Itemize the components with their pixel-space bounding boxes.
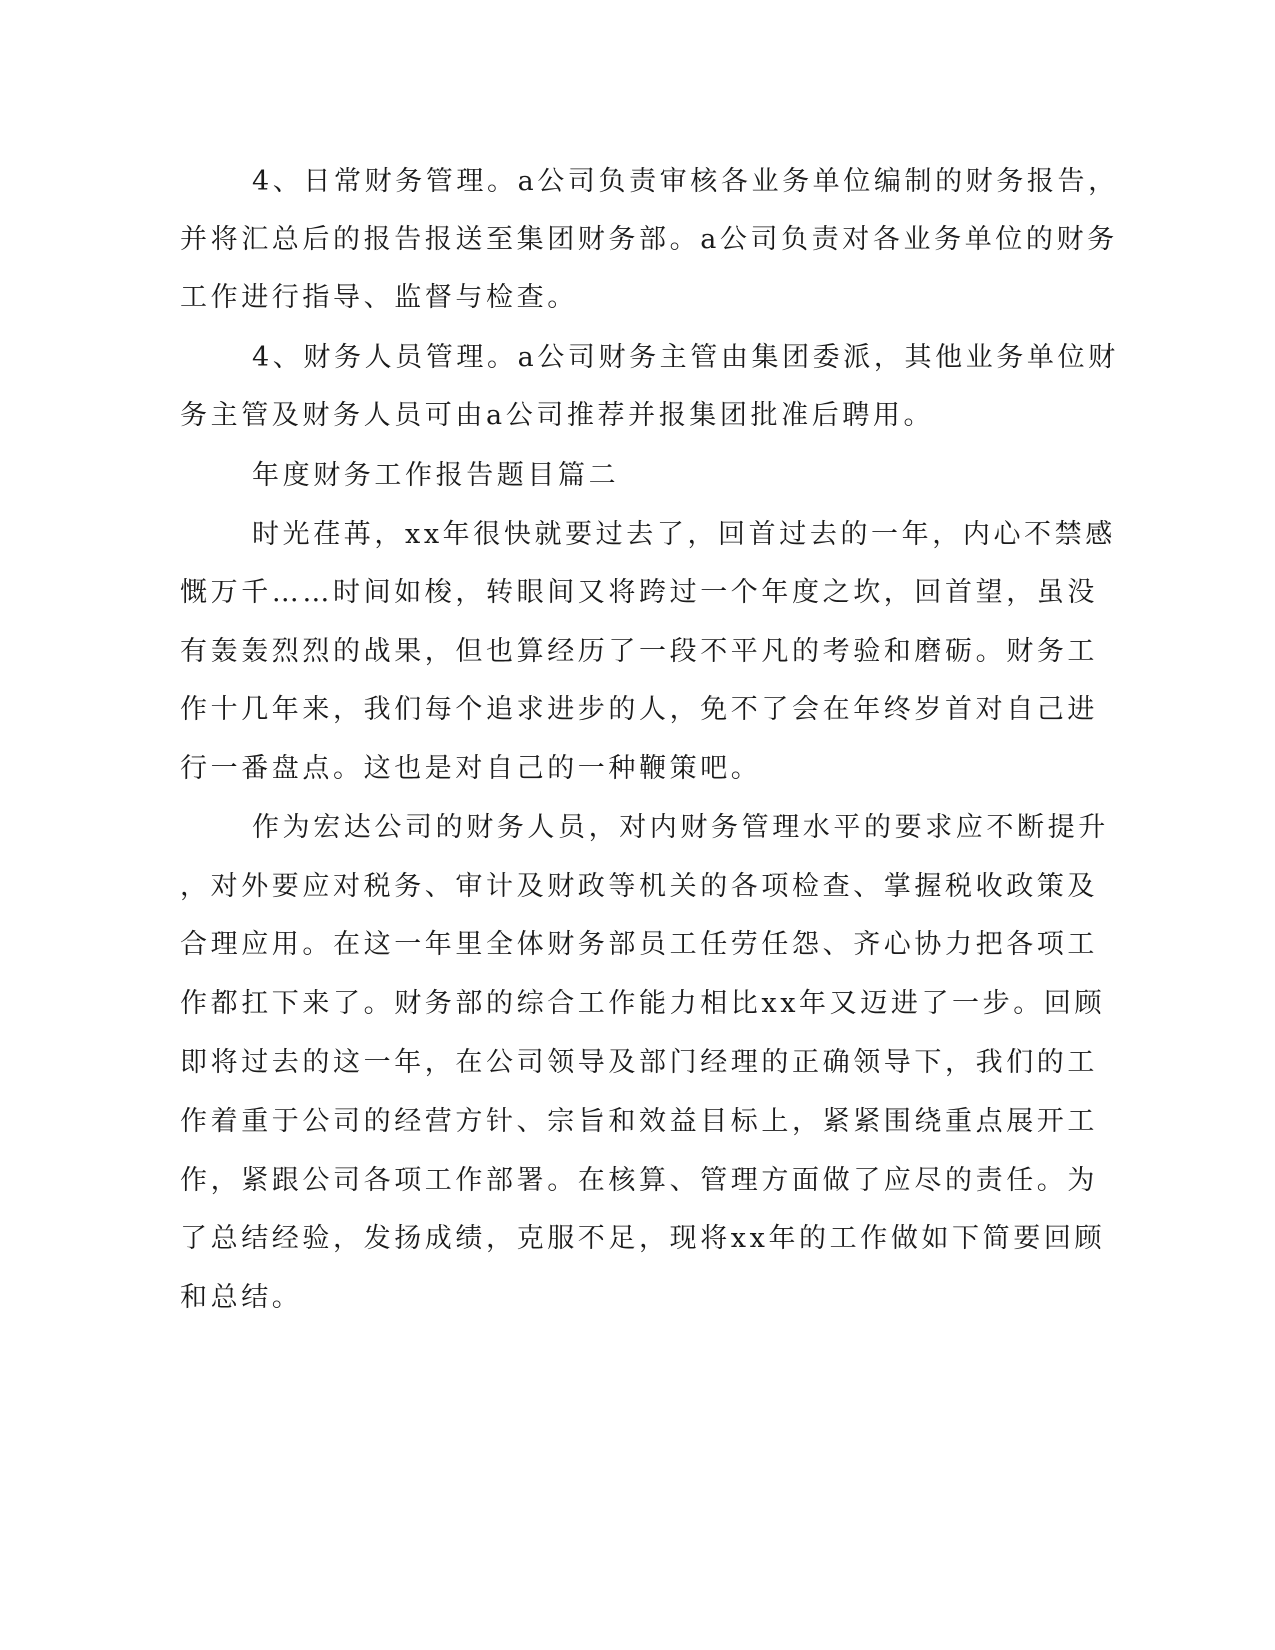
paragraph-daily-financial-management-line-2: 并将汇总后的报告报送至集团财务部。a公司负责对各业务单位的财务 [180, 224, 1118, 255]
paragraph-year-review-intro-line-4: 作十几年来，我们每个追求进步的人，免不了会在年终岁首对自己进 [180, 694, 1098, 725]
paragraph-daily-financial-management-line-3: 工作进行指导、监督与检查。 [180, 282, 578, 313]
paragraph-work-summary-line-2: ，对外要应对税务、审计及财政等机关的各项检查、掌握税收政策及 [180, 871, 1098, 902]
paragraph-work-summary-line-3: 合理应用。在这一年里全体财务部员工任劳任怨、齐心协力把各项工 [180, 929, 1098, 960]
paragraph-work-summary-line-5: 即将过去的这一年，在公司领导及部门经理的正确领导下，我们的工 [180, 1047, 1098, 1078]
paragraph-finance-personnel-management-line-2: 务主管及财务人员可由a公司推荐并报集团批准后聘用。 [180, 400, 935, 431]
paragraph-year-review-intro-line-1: 时光荏苒，xx年很快就要过去了，回首过去的一年，内心不禁感 [252, 519, 1116, 550]
paragraph-year-review-intro-line-2: 慨万千……时间如梭，转眼间又将跨过一个年度之坎，回首望，虽没 [180, 577, 1098, 608]
paragraph-work-summary-line-6: 作着重于公司的经营方针、宗旨和效益目标上，紧紧围绕重点展开工 [180, 1106, 1098, 1137]
paragraph-work-summary-line-4: 作都扛下来了。财务部的综合工作能力相比xx年又迈进了一步。回顾 [180, 988, 1106, 1019]
paragraph-year-review-intro-line-3: 有轰轰烈烈的战果，但也算经历了一段不平凡的考验和磨砺。财务工 [180, 636, 1098, 667]
section-heading: 年度财务工作报告题目篇二 [252, 460, 620, 491]
paragraph-work-summary-line-9: 和总结。 [180, 1282, 303, 1313]
paragraph-finance-personnel-management-line-1: 4、财务人员管理。a公司财务主管由集团委派，其他业务单位财 [252, 342, 1119, 373]
paragraph-year-review-intro-line-5: 行一番盘点。这也是对自己的一种鞭策吧。 [180, 753, 762, 784]
paragraph-work-summary-line-8: 了总结经验，发扬成绩，克服不足，现将xx年的工作做如下简要回顾 [180, 1223, 1106, 1254]
paragraph-work-summary-line-7: 作，紧跟公司各项工作部署。在核算、管理方面做了应尽的责任。为 [180, 1165, 1098, 1196]
paragraph-work-summary-line-1: 作为宏达公司的财务人员，对内财务管理水平的要求应不断提升 [252, 812, 1109, 843]
paragraph-daily-financial-management-line-1: 4、日常财务管理。a公司负责审核各业务单位编制的财务报告， [252, 166, 1119, 197]
